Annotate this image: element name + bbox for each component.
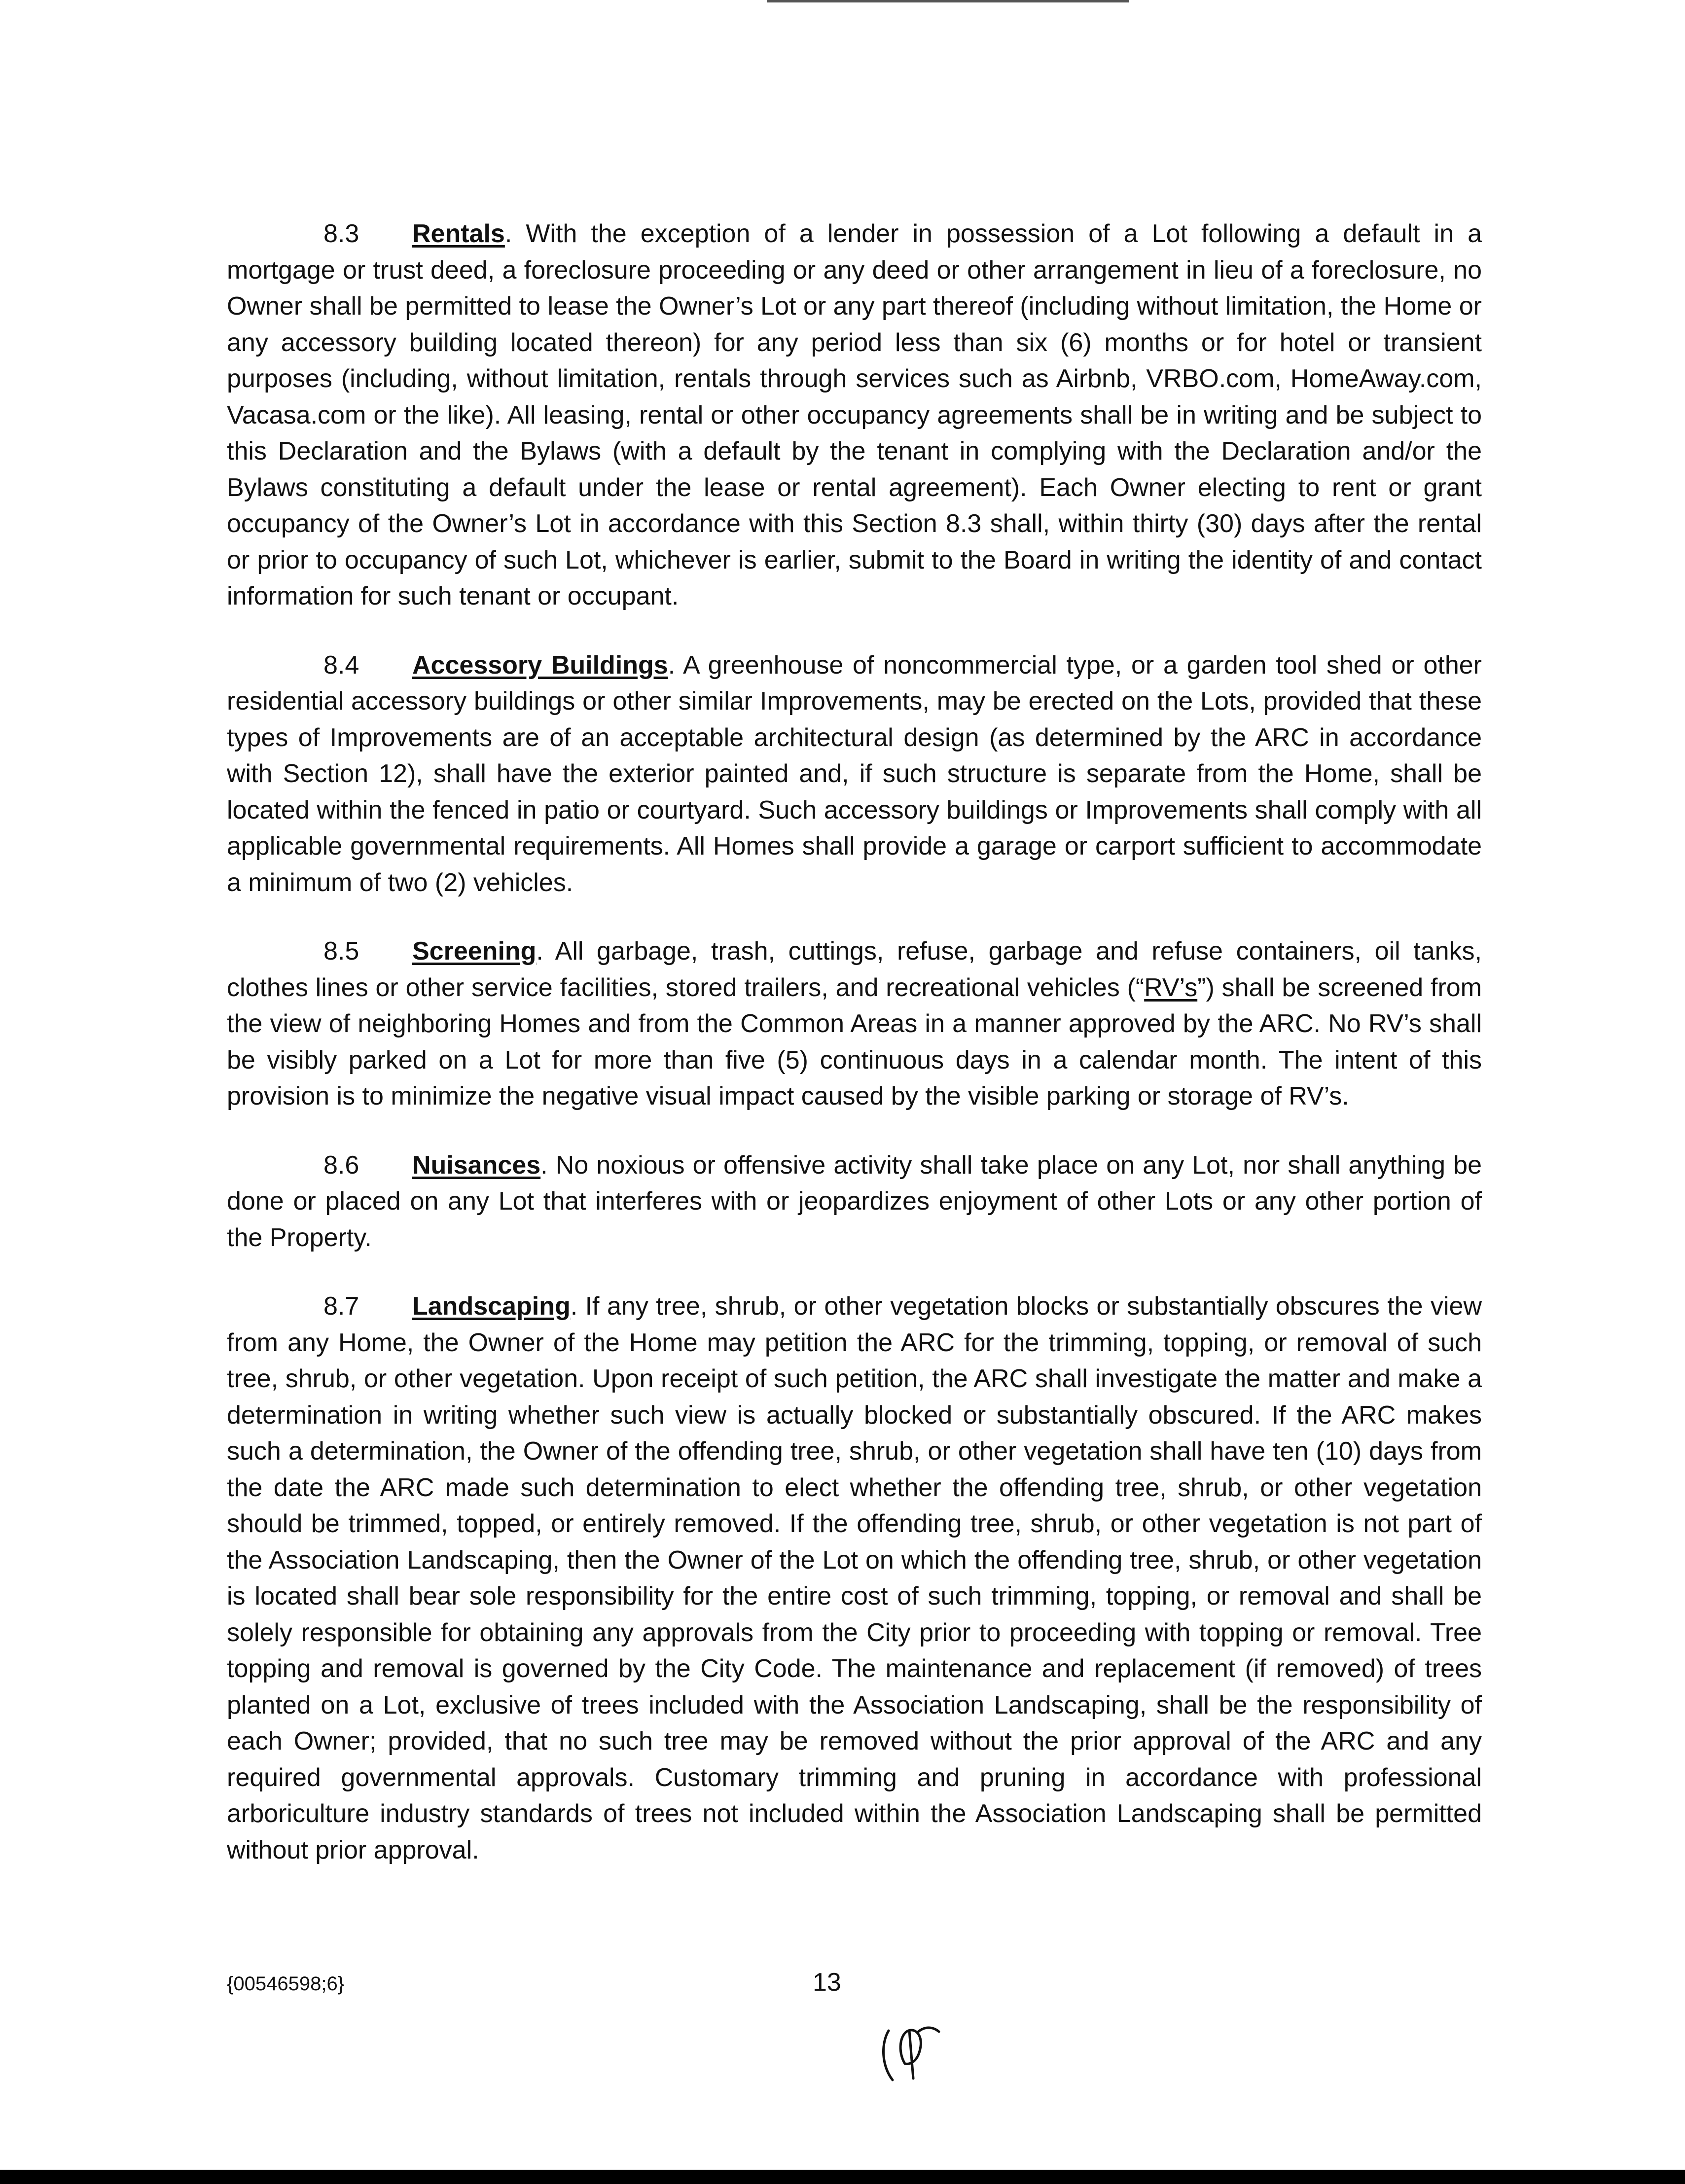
document-code: {00546598;6} [227, 1973, 345, 1995]
document-body [227, 216, 1482, 1901]
section-title: Screening [412, 937, 537, 966]
section-8-3 [227, 216, 1482, 615]
section-number: 8.4 [323, 650, 359, 680]
section-body: . With the exception of a lender in possession of a Lot following a default in a mortgage or trust deed, a foreclosure proceeding or any deed or other arrangement in lieu of a foreclosure, no Owner shall be permitted to lease the Owner’s Lot or any part thereof (including without limitation, the Home or any accessory building located thereon) for any period less than six (6) months or for hotel or transient purposes (including, without limitation, rentals through services such as Airbnb, VRBO.com, HomeAway.com, Vacasa.com or the like). All leasing, rental or other occupancy agreements shall be in writing and be subject to this Declaration and the Bylaws (with a default by the tenant in complying with the Declaration and/or the Bylaws constituting a default under the lease or rental agreement). Each Owner electing to rent or grant occupancy of the Owner’s Lot in accordance with this Section 8.3 shall, within thirty (30) days after the rental or prior to occupancy of such Lot, whichever is earlier, submit to the Board in writing the identity of and contact information for such tenant or occupant. [227, 219, 1482, 610]
section-number: 8.5 [323, 937, 359, 966]
section-title: Nuisances [412, 1150, 541, 1180]
section-8-4 [227, 647, 1482, 901]
section-title: Rentals [412, 219, 505, 248]
page-number: 13 [813, 1968, 841, 1997]
section-title: Accessory Buildings [412, 650, 668, 680]
section-title: Landscaping [412, 1292, 571, 1321]
section-body: . If any tree, shrub, or other vegetation blocks or substantially obscures the view from any Home, the Owner of the Home may petition the ARC for the trimming, topping, or removal of such tree, shrub, or other vegetation. Upon receipt of such petition, the ARC shall investigate the matter and make a determination in writing whether such view is actually blocked or substantially obscured. If the ARC makes such a determination, the Owner of the offending tree, shrub, or other vegetation shall have ten (10) days from the date the ARC made such determination to elect whether the offending tree, shrub, or other vegetation should be trimmed, topped, or entirely removed. If the offending tree, shrub, or other vegetation is not part of the Association Landscaping, then the Owner of the Lot on which the offending tree, shrub, or other vegetation is located shall bear sole responsibility for the entire cost of such trimming, topping, or removal and shall be solely responsible for obtaining any approvals from the City prior to proceeding with topping or removal. Tree topping and removal is governed by the City Code. The maintenance and replacement (if removed) of trees planted on a Lot, exclusive of trees included with the Association Landscaping, shall be the responsibility of each Owner; provided, that no such tree may be removed without the prior approval of the ARC and any required governmental approvals. Customary trimming and pruning in accordance with professional arboriculture industry standards of trees not included within the Association Landscaping shall be permitted without prior approval. [227, 1292, 1482, 1864]
section-number: 8.6 [323, 1150, 359, 1180]
section-body: . A greenhouse of noncommercial type, or a garden tool shed or other residential accessory buildings or other similar Improvements, may be erected on the Lots, provided that these types of Improvements are of an acceptable architectural design (as determined by the ARC in accordance with Section 12), shall have the exterior painted and, if such structure is separate from the Home, shall be located within the fenced in patio or courtyard. Such accessory buildings or Improvements shall comply with all applicable governmental requirements. All Homes shall provide a garage or carport sufficient to accommodate a minimum of two (2) vehicles. [227, 650, 1482, 897]
handwritten-mark-icon [878, 2022, 942, 2083]
section-8-6 [227, 1147, 1482, 1256]
section-body: . All garbage, trash, cuttings, refuse, garbage and refuse containers, oil tanks, clothes lines or other service facilities, stored trailers, and recreational vehicles (“ [227, 937, 1482, 1002]
section-number: 8.7 [323, 1292, 359, 1321]
top-rule [767, 0, 1129, 2]
section-8-7 [227, 1289, 1482, 1868]
section-number: 8.3 [323, 219, 359, 248]
defined-term: RV’s [1144, 973, 1198, 1002]
section-8-5 [227, 933, 1482, 1115]
section-body: . No noxious or offensive activity shall take place on any Lot, nor shall anything be done or placed on any Lot that interferes with or jeopardizes enjoyment of other Lots or any other portion of the Property. [227, 1150, 1482, 1252]
section-body-continued: ”) shall be screened from the view of neighboring Homes and from the Common Areas in a manner approved by the ARC. No RV’s shall be visibly parked on a Lot for more than five (5) continuous days in a calendar month. The intent of this provision is to minimize the negative visual impact caused by the visible parking or storage of RV’s. [227, 973, 1482, 1110]
scan-bottom-edge [0, 2170, 1685, 2184]
